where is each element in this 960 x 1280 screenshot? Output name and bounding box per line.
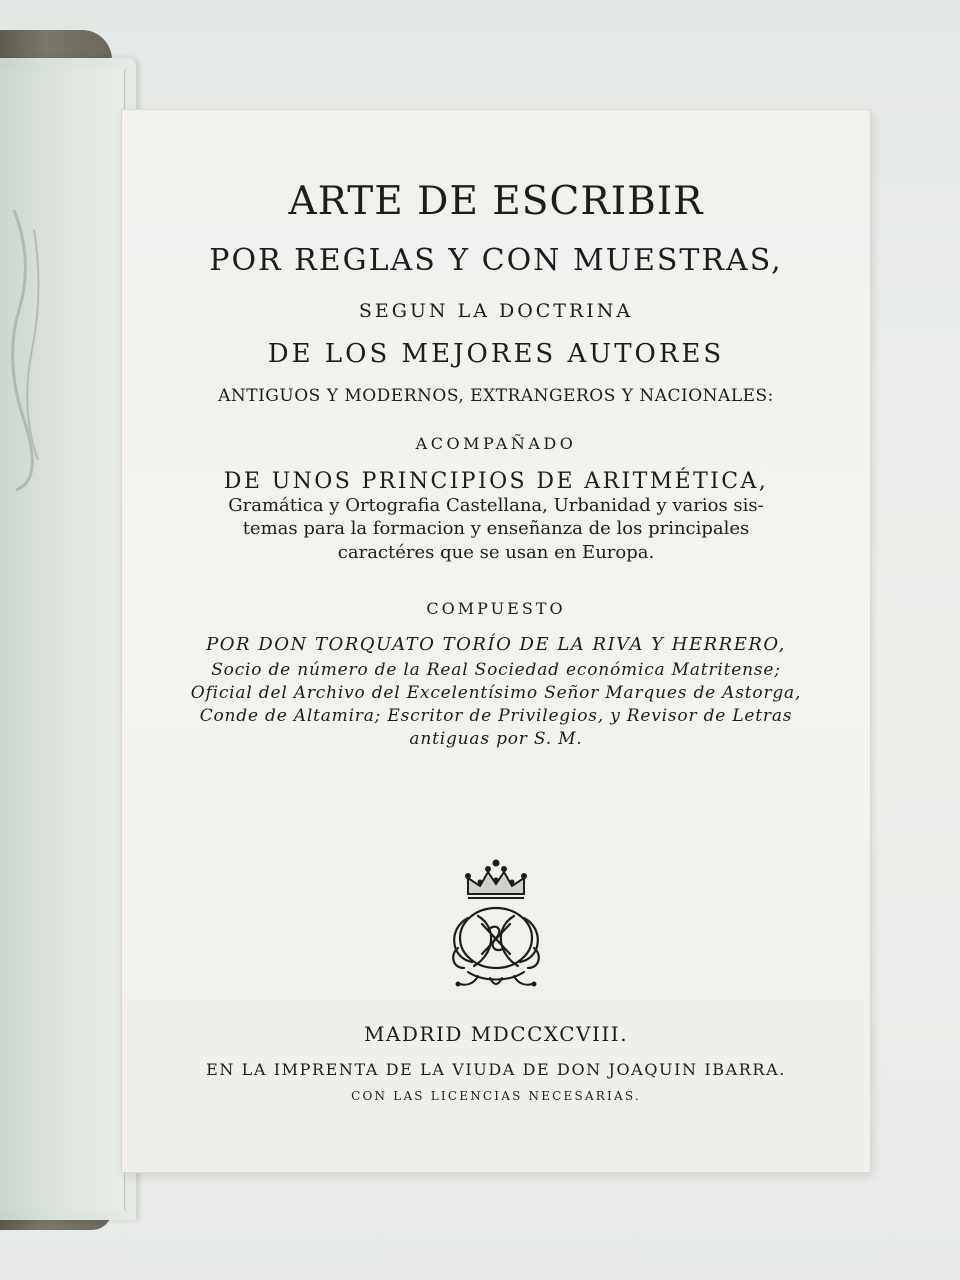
author-line-1: POR DON TORQUATO TORÍO DE LA RIVA Y HERRERO,	[206, 634, 786, 655]
composed-heading: COMPUESTO	[426, 599, 566, 618]
subtitle-line-3: DE LOS MEJORES AUTORES	[267, 339, 725, 369]
printer-line: EN LA IMPRENTA DE LA VIUDA DE DON JOAQUIN IBARRA.	[206, 1060, 786, 1079]
author-line-3: Oficial del Archivo del Excelentísimo Señor Marques de Astorga,	[190, 683, 802, 703]
principles-line: DE UNOS PRINCIPIOS DE ARITMÉTICA,	[223, 469, 769, 494]
accompanied-heading: ACOMPAÑADO	[415, 434, 577, 453]
body-line-1: Gramática y Ortografia Castellana, Urbanidad y varios sis-	[228, 495, 764, 516]
licenses-line: CON LAS LICENCIAS NECESARIAS.	[351, 1089, 641, 1103]
title-page	[122, 110, 870, 1172]
place-and-date: MADRID MDCCXCVIII.	[363, 1022, 629, 1046]
subtitle-line-4: ANTIGUOS Y MODERNOS, EXTRANGEROS Y NACIONALES:	[218, 386, 774, 406]
crowned-monogram-emblem-icon	[438, 858, 554, 990]
subtitle-line-1: POR REGLAS Y CON MUESTRAS,	[209, 243, 783, 278]
body-line-2: temas para la formacion y enseñanza de los principales	[242, 518, 750, 539]
flyleaf-inner-page	[0, 70, 125, 1210]
author-line-5: antiguas por S. M.	[409, 729, 583, 749]
body-line-3: caractéres que se usan en Europa.	[337, 542, 655, 563]
book-title: ARTE DE ESCRIBIR	[288, 179, 704, 224]
author-line-2: Socio de número de la Real Sociedad económica Matritense;	[211, 660, 781, 680]
author-line-4: Conde de Altamira; Escritor de Privilegios, y Revisor de Letras	[199, 706, 793, 726]
subtitle-line-2: SEGUN LA DOCTRINA	[358, 300, 634, 322]
flyleaf-stamp-mark	[4, 200, 54, 500]
